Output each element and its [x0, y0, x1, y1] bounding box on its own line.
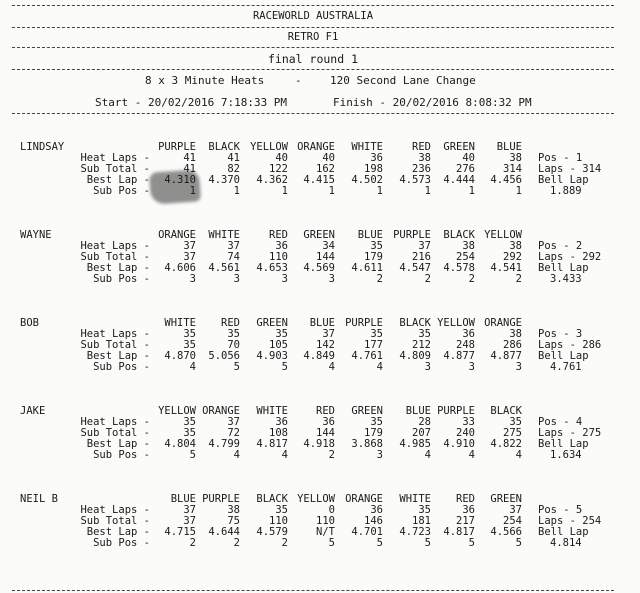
- heat-laps-cell: 35: [370, 416, 383, 428]
- lane-color-header: RED: [456, 493, 475, 505]
- heat-laps-cell: 37: [509, 504, 522, 516]
- sub-pos-cell: 2: [376, 273, 383, 285]
- row-label: Sub Total -: [80, 339, 150, 351]
- best-lap-cell: 4.817: [443, 526, 475, 538]
- sub-total-cell: 207: [412, 427, 431, 439]
- sub-pos-cell: 2: [281, 537, 288, 549]
- lane-color-header: ORANGE: [158, 229, 196, 241]
- best-lap-cell: 4.579: [256, 526, 288, 538]
- sub-pos-cell: 5: [424, 537, 431, 549]
- bell-lap-value: 4.814: [550, 537, 582, 549]
- bell-lap-value: 1.889: [550, 185, 582, 197]
- lane-color-header: BLACK: [208, 141, 240, 153]
- sub-pos-cell: 4: [328, 361, 335, 373]
- row-label: Heat Laps -: [80, 504, 150, 516]
- lane-color-header: WHITE: [351, 141, 383, 153]
- bell-lap-label: Bell Lap: [538, 438, 589, 450]
- best-lap-cell: 4.370: [208, 174, 240, 186]
- heat-laps-cell: 40: [275, 152, 288, 164]
- row-label: Best Lap -: [86, 526, 150, 538]
- best-lap-cell: 4.849: [303, 350, 335, 362]
- heat-laps-cell: 37: [183, 504, 196, 516]
- heat-laps-cell: 37: [183, 240, 196, 252]
- row-label: Best Lap -: [86, 174, 150, 186]
- heat-laps-cell: 37: [418, 240, 431, 252]
- lane-change-text: 120 Second Lane Change: [330, 74, 476, 87]
- heat-laps-cell: 35: [275, 328, 288, 340]
- lane-color-header: BLACK: [490, 405, 522, 417]
- best-lap-cell: N/T: [316, 526, 335, 538]
- sub-pos-cell: 4: [281, 449, 288, 461]
- total-laps: Laps - 254: [538, 515, 602, 527]
- heat-laps-cell: 28: [418, 416, 431, 428]
- sub-total-cell: 72: [227, 427, 240, 439]
- sub-pos-cell: 1: [328, 185, 335, 197]
- sub-pos-cell: 2: [189, 537, 196, 549]
- heat-laps-cell: 38: [509, 328, 522, 340]
- best-lap-cell: 4.918: [303, 438, 335, 450]
- heat-laps-cell: 35: [370, 240, 383, 252]
- sub-pos-cell: 5: [281, 361, 288, 373]
- lane-color-header: GREEN: [303, 229, 335, 241]
- sub-pos-cell: 4: [515, 449, 522, 461]
- heat-laps-cell: 38: [509, 240, 522, 252]
- row-label: Best Lap -: [86, 350, 150, 362]
- best-lap-cell: 4.653: [256, 262, 288, 274]
- sub-total-cell: 254: [503, 515, 522, 527]
- row-label: Sub Pos -: [93, 185, 150, 197]
- sub-total-cell: 177: [364, 339, 383, 351]
- total-laps: Laps - 275: [538, 427, 602, 439]
- heat-laps-cell: 35: [509, 416, 522, 428]
- heat-laps-cell: 0: [328, 504, 335, 516]
- heat-laps-cell: 37: [227, 240, 240, 252]
- row-label: Heat Laps -: [80, 416, 150, 428]
- row-label: Heat Laps -: [80, 152, 150, 164]
- best-lap-cell: 3.868: [351, 438, 383, 450]
- format-separator: -: [295, 74, 302, 87]
- lane-color-header: YELLOW: [484, 229, 522, 241]
- divider: [12, 5, 614, 6]
- sub-pos-cell: 1: [376, 185, 383, 197]
- heat-laps-cell: 36: [275, 416, 288, 428]
- bell-lap-label: Bell Lap: [538, 526, 589, 538]
- sub-total-cell: 217: [456, 515, 475, 527]
- sub-pos-cell: 3: [376, 449, 383, 461]
- best-lap-cell: 4.761: [351, 350, 383, 362]
- sub-total-cell: 37: [183, 251, 196, 263]
- sub-total-cell: 142: [316, 339, 335, 351]
- best-lap-cell: 4.566: [490, 526, 522, 538]
- sub-pos-cell: 4: [468, 449, 475, 461]
- row-label: Best Lap -: [86, 262, 150, 274]
- row-label: Sub Pos -: [93, 273, 150, 285]
- heat-laps-cell: 35: [275, 504, 288, 516]
- total-laps: Laps - 314: [538, 163, 602, 175]
- best-lap-cell: 4.877: [443, 350, 475, 362]
- bell-lap-label: Bell Lap: [538, 174, 589, 186]
- sub-total-cell: 122: [269, 163, 288, 175]
- sub-pos-cell: 1: [468, 185, 475, 197]
- sub-pos-cell: 3: [468, 361, 475, 373]
- lane-color-header: ORANGE: [345, 493, 383, 505]
- sub-total-cell: 110: [269, 515, 288, 527]
- sub-pos-cell: 4: [424, 449, 431, 461]
- sub-pos-cell: 2: [515, 273, 522, 285]
- sub-total-cell: 74: [227, 251, 240, 263]
- best-lap-cell: 4.715: [164, 526, 196, 538]
- row-label: Sub Total -: [80, 515, 150, 527]
- lane-color-header: BLACK: [443, 229, 475, 241]
- lane-color-header: GREEN: [256, 317, 288, 329]
- best-lap-cell: 4.578: [443, 262, 475, 274]
- heat-laps-cell: 33: [462, 416, 475, 428]
- best-lap-cell: 4.870: [164, 350, 196, 362]
- row-label: Sub Total -: [80, 427, 150, 439]
- bell-lap-value: 3.433: [550, 273, 582, 285]
- sub-total-cell: 216: [412, 251, 431, 263]
- sub-pos-cell: 3: [281, 273, 288, 285]
- lane-color-header: BLACK: [256, 493, 288, 505]
- sub-total-cell: 179: [364, 251, 383, 263]
- heat-laps-cell: 37: [322, 328, 335, 340]
- heat-laps-cell: 38: [227, 504, 240, 516]
- lane-color-header: YELLOW: [158, 405, 196, 417]
- row-label: Sub Pos -: [93, 361, 150, 373]
- divider: [12, 47, 614, 48]
- best-lap-cell: 4.362: [256, 174, 288, 186]
- sub-pos-cell: 5: [515, 537, 522, 549]
- sub-total-cell: 144: [316, 251, 335, 263]
- sub-pos-cell: 5: [468, 537, 475, 549]
- heat-laps-cell: 35: [183, 328, 196, 340]
- lane-color-header: PURPLE: [345, 317, 383, 329]
- best-lap-cell: 4.456: [490, 174, 522, 186]
- lane-color-header: GREEN: [443, 141, 475, 153]
- heat-laps-cell: 38: [509, 152, 522, 164]
- heat-laps-cell: 40: [462, 152, 475, 164]
- sub-total-cell: 240: [456, 427, 475, 439]
- lane-color-header: YELLOW: [297, 493, 335, 505]
- sub-pos-cell: 3: [515, 361, 522, 373]
- best-lap-cell: 5.056: [208, 350, 240, 362]
- lane-color-header: WHITE: [164, 317, 196, 329]
- lane-color-header: BLUE: [357, 229, 383, 241]
- sub-pos-cell: 4: [376, 361, 383, 373]
- lane-color-header: PURPLE: [202, 493, 240, 505]
- sub-pos-cell: 3: [189, 273, 196, 285]
- format-text: 8 x 3 Minute Heats: [145, 74, 265, 87]
- heat-laps-cell: 35: [418, 328, 431, 340]
- driver-name: NEIL B: [20, 493, 58, 505]
- best-lap-cell: 4.561: [208, 262, 240, 274]
- best-lap-cell: 4.817: [256, 438, 288, 450]
- finish-time: Finish - 20/02/2016 8:08:32 PM: [333, 96, 532, 109]
- best-lap-cell: 4.985: [399, 438, 431, 450]
- sub-total-cell: 35: [183, 427, 196, 439]
- lane-color-header: BLUE: [309, 317, 335, 329]
- driver-name: BOB: [20, 317, 39, 329]
- sub-total-cell: 275: [503, 427, 522, 439]
- lane-color-header: GREEN: [351, 405, 383, 417]
- heat-laps-cell: 35: [183, 416, 196, 428]
- best-lap-cell: 4.804: [164, 438, 196, 450]
- best-lap-cell: 4.903: [256, 350, 288, 362]
- best-lap-cell: 4.310: [164, 174, 196, 186]
- lane-color-header: BLUE: [405, 405, 431, 417]
- heat-laps-cell: 38: [462, 240, 475, 252]
- best-lap-cell: 4.877: [490, 350, 522, 362]
- driver-name: WAYNE: [20, 229, 52, 241]
- lane-color-header: BLUE: [170, 493, 196, 505]
- divider: [12, 27, 614, 28]
- divider: [12, 113, 614, 114]
- class-title: RETRO F1: [287, 31, 339, 43]
- sub-pos-cell: 5: [189, 449, 196, 461]
- round-title: final round 1: [267, 52, 358, 66]
- sub-pos-cell: 3: [424, 361, 431, 373]
- heat-laps-cell: 36: [370, 152, 383, 164]
- best-lap-cell: 4.910: [443, 438, 475, 450]
- best-lap-cell: 4.723: [399, 526, 431, 538]
- lane-color-header: RED: [221, 317, 240, 329]
- heat-laps-cell: 36: [462, 328, 475, 340]
- sub-total-cell: 110: [269, 251, 288, 263]
- sub-total-cell: 248: [456, 339, 475, 351]
- driver-name: LINDSAY: [20, 141, 65, 153]
- heat-laps-cell: 35: [418, 504, 431, 516]
- sub-total-cell: 35: [183, 339, 196, 351]
- lane-color-header: YELLOW: [250, 141, 288, 153]
- total-laps: Laps - 292: [538, 251, 602, 263]
- start-time: Start - 20/02/2016 7:18:33 PM: [95, 96, 288, 109]
- sub-pos-cell: 3: [328, 273, 335, 285]
- position: Pos - 2: [538, 240, 583, 252]
- lane-color-header: YELLOW: [437, 317, 475, 329]
- row-label: Heat Laps -: [80, 240, 150, 252]
- best-lap-cell: 4.502: [351, 174, 383, 186]
- row-label: Sub Total -: [80, 163, 150, 175]
- sub-total-cell: 286: [503, 339, 522, 351]
- best-lap-cell: 4.799: [208, 438, 240, 450]
- sub-pos-cell: 5: [233, 361, 240, 373]
- sub-pos-cell: 2: [424, 273, 431, 285]
- heat-laps-cell: 40: [322, 152, 335, 164]
- sub-total-cell: 105: [269, 339, 288, 351]
- lane-color-header: GREEN: [490, 493, 522, 505]
- sub-total-cell: 179: [364, 427, 383, 439]
- sub-total-cell: 198: [364, 163, 383, 175]
- sub-total-cell: 70: [227, 339, 240, 351]
- sub-total-cell: 314: [503, 163, 522, 175]
- row-label: Sub Pos -: [93, 537, 150, 549]
- lane-color-header: PURPLE: [158, 141, 196, 153]
- sub-pos-cell: 1: [424, 185, 431, 197]
- sub-total-cell: 254: [456, 251, 475, 263]
- heat-laps-cell: 35: [370, 328, 383, 340]
- sub-total-cell: 181: [412, 515, 431, 527]
- heat-laps-cell: 41: [227, 152, 240, 164]
- lane-color-header: ORANGE: [202, 405, 240, 417]
- sub-total-cell: 146: [364, 515, 383, 527]
- best-lap-cell: 4.606: [164, 262, 196, 274]
- sub-total-cell: 162: [316, 163, 335, 175]
- row-label: Heat Laps -: [80, 328, 150, 340]
- lane-color-header: WHITE: [399, 493, 431, 505]
- best-lap-cell: 4.809: [399, 350, 431, 362]
- sub-pos-cell: 1: [189, 185, 196, 197]
- sub-total-cell: 75: [227, 515, 240, 527]
- best-lap-cell: 4.415: [303, 174, 335, 186]
- sub-pos-cell: 5: [376, 537, 383, 549]
- best-lap-cell: 4.573: [399, 174, 431, 186]
- row-label: Sub Total -: [80, 251, 150, 263]
- best-lap-cell: 4.444: [443, 174, 475, 186]
- lane-color-header: RED: [316, 405, 335, 417]
- lane-color-header: PURPLE: [437, 405, 475, 417]
- sub-pos-cell: 2: [468, 273, 475, 285]
- sub-pos-cell: 4: [189, 361, 196, 373]
- lane-color-header: ORANGE: [484, 317, 522, 329]
- divider: [12, 590, 614, 591]
- bell-lap-value: 1.634: [550, 449, 582, 461]
- heat-laps-cell: 36: [275, 240, 288, 252]
- sub-total-cell: 37: [183, 515, 196, 527]
- lane-color-header: BLUE: [496, 141, 522, 153]
- row-label: Best Lap -: [86, 438, 150, 450]
- bell-lap-label: Bell Lap: [538, 262, 589, 274]
- sub-total-cell: 276: [456, 163, 475, 175]
- sub-total-cell: 236: [412, 163, 431, 175]
- best-lap-cell: 4.569: [303, 262, 335, 274]
- sub-total-cell: 292: [503, 251, 522, 263]
- lane-color-header: WHITE: [256, 405, 288, 417]
- sub-pos-cell: 5: [328, 537, 335, 549]
- heat-laps-cell: 38: [418, 152, 431, 164]
- divider: [12, 69, 614, 70]
- position: Pos - 3: [538, 328, 583, 340]
- lane-color-header: RED: [412, 141, 431, 153]
- row-label: Sub Pos -: [93, 449, 150, 461]
- heat-laps-cell: 36: [462, 504, 475, 516]
- best-lap-cell: 4.822: [490, 438, 522, 450]
- best-lap-cell: 4.701: [351, 526, 383, 538]
- sub-total-cell: 212: [412, 339, 431, 351]
- sub-pos-cell: 2: [233, 537, 240, 549]
- position: Pos - 4: [538, 416, 583, 428]
- sub-pos-cell: 1: [515, 185, 522, 197]
- heat-laps-cell: 36: [322, 416, 335, 428]
- total-laps: Laps - 286: [538, 339, 602, 351]
- lane-color-header: ORANGE: [297, 141, 335, 153]
- lane-color-header: WHITE: [208, 229, 240, 241]
- lane-color-header: RED: [269, 229, 288, 241]
- sub-total-cell: 41: [183, 163, 196, 175]
- heat-laps-cell: 37: [227, 416, 240, 428]
- best-lap-cell: 4.547: [399, 262, 431, 274]
- sub-total-cell: 108: [269, 427, 288, 439]
- position: Pos - 5: [538, 504, 583, 516]
- best-lap-cell: 4.644: [208, 526, 240, 538]
- sub-total-cell: 82: [227, 163, 240, 175]
- bell-lap-label: Bell Lap: [538, 350, 589, 362]
- heat-laps-cell: 36: [370, 504, 383, 516]
- best-lap-cell: 4.541: [490, 262, 522, 274]
- sub-pos-cell: 3: [233, 273, 240, 285]
- sub-total-cell: 110: [316, 515, 335, 527]
- heat-laps-cell: 35: [227, 328, 240, 340]
- sub-pos-cell: 4: [233, 449, 240, 461]
- sub-pos-cell: 1: [281, 185, 288, 197]
- position: Pos - 1: [538, 152, 583, 164]
- heat-laps-cell: 34: [322, 240, 335, 252]
- sub-pos-cell: 2: [328, 449, 335, 461]
- lane-color-header: BLACK: [399, 317, 431, 329]
- lane-color-header: PURPLE: [393, 229, 431, 241]
- venue-title: RACEWORLD AUSTRALIA: [252, 10, 374, 22]
- sub-total-cell: 144: [316, 427, 335, 439]
- heat-laps-cell: 41: [183, 152, 196, 164]
- sub-pos-cell: 1: [233, 185, 240, 197]
- best-lap-cell: 4.611: [351, 262, 383, 274]
- bell-lap-value: 4.761: [550, 361, 582, 373]
- driver-name: JAKE: [20, 405, 46, 417]
